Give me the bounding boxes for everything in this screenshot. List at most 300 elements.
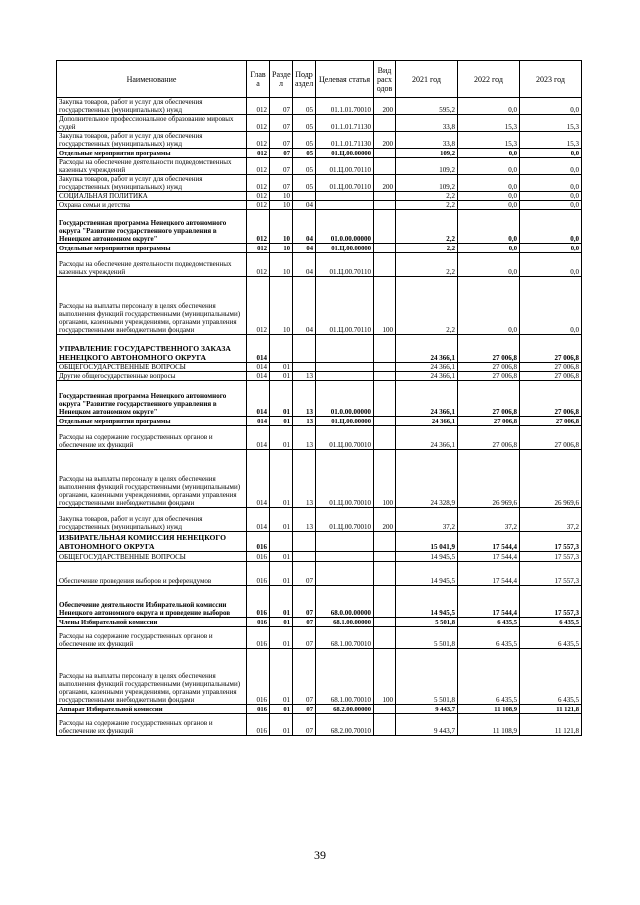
row-subsection: 13 [293, 417, 316, 426]
row-section: 01 [270, 426, 293, 450]
row-target-article [316, 532, 374, 552]
header-chapter: Глав а [247, 61, 270, 98]
row-expense-type [374, 618, 396, 627]
row-subsection: 05 [293, 115, 316, 132]
table-row [57, 115, 582, 132]
row-2022: 0,0 [458, 192, 520, 201]
row-target-article [316, 201, 374, 210]
row-2021: 24 366,1 [396, 426, 458, 450]
row-2021: 24 328,9 [396, 450, 458, 508]
row-2021: 109,2 [396, 175, 458, 192]
row-name: ОБЩЕГОСУДАРСТВЕННЫЕ ВОПРОСЫ [57, 363, 247, 372]
row-2021: 2,2 [396, 277, 458, 335]
row-target-article: 68.1.00.70010 [316, 649, 374, 705]
row-chapter: 012 [247, 98, 270, 115]
row-section: 01 [270, 627, 293, 649]
row-name: Закупка товаров, работ и услуг для обеспечения государственных (муниципальных) нужд [57, 508, 247, 532]
row-subsection: 04 [293, 253, 316, 277]
row-expense-type [374, 244, 396, 253]
row-2022: 6 435,5 [458, 618, 520, 627]
row-expense-type: 100 [374, 450, 396, 508]
row-2022: 27 006,8 [458, 426, 520, 450]
row-2021: 15 041,9 [396, 532, 458, 552]
row-subsection: 13 [293, 381, 316, 417]
row-section: 01 [270, 381, 293, 417]
row-2021: 33,8 [396, 132, 458, 149]
row-name: Отдельные мероприятия программы [57, 417, 247, 426]
row-2022: 17 544,4 [458, 562, 520, 586]
table-row [57, 627, 582, 649]
table-row [57, 586, 582, 618]
row-section: 10 [270, 201, 293, 210]
row-target-article [316, 363, 374, 372]
table-row [57, 372, 582, 381]
table-row [57, 158, 582, 175]
row-expense-type [374, 363, 396, 372]
row-chapter: 016 [247, 627, 270, 649]
row-expense-type [374, 210, 396, 244]
row-2021: 2,2 [396, 201, 458, 210]
table-row [57, 532, 582, 552]
row-chapter: 014 [247, 363, 270, 372]
row-chapter: 012 [247, 192, 270, 201]
row-section: 01 [270, 586, 293, 618]
row-section: 07 [270, 158, 293, 175]
row-section: 01 [270, 508, 293, 532]
row-name: ОБЩЕГОСУДАРСТВЕННЫЕ ВОПРОСЫ [57, 552, 247, 562]
row-target-article: 01.Ц.00.00000 [316, 149, 374, 158]
row-subsection: 13 [293, 508, 316, 532]
row-subsection: 13 [293, 450, 316, 508]
row-2023: 0,0 [520, 201, 582, 210]
row-name: ИЗБИРАТЕЛЬНАЯ КОМИССИЯ НЕНЕЦКОГО АВТОНОМНОГО ОКРУГА [57, 532, 247, 552]
row-name: Отдельные мероприятия программы [57, 244, 247, 253]
table-row [57, 363, 582, 372]
row-2022: 11 108,9 [458, 705, 520, 714]
row-name: Дополнительное профессиональное образование мировых судей [57, 115, 247, 132]
row-section: 01 [270, 649, 293, 705]
row-chapter: 012 [247, 244, 270, 253]
row-2022: 26 969,6 [458, 450, 520, 508]
row-2023: 17 557,3 [520, 586, 582, 618]
row-2021: 24 366,1 [396, 417, 458, 426]
row-2021: 14 945,5 [396, 562, 458, 586]
row-expense-type [374, 335, 396, 363]
row-section: 07 [270, 149, 293, 158]
table-row [57, 201, 582, 210]
row-subsection [293, 532, 316, 552]
row-target-article: 01.Ц.00.00000 [316, 244, 374, 253]
row-name: Расходы на выплаты персоналу в целях обеспечения выполнения функций государственными (муниципальными) органами, казенными учреждениями, органами управления государственными внебюджетными фондами [57, 277, 247, 335]
table-row [57, 149, 582, 158]
row-2022: 0,0 [458, 98, 520, 115]
row-expense-type: 200 [374, 98, 396, 115]
row-section: 10 [270, 210, 293, 244]
row-chapter: 012 [247, 253, 270, 277]
row-2022: 15,3 [458, 115, 520, 132]
row-2021: 9 443,7 [396, 705, 458, 714]
row-2021: 595,2 [396, 98, 458, 115]
row-name: Расходы на выплаты персоналу в целях обеспечения выполнения функций государственными (муниципальными) органами, казенными учреждениями, органами управления государственными внебюджетными фондами [57, 450, 247, 508]
row-2023: 17 557,3 [520, 562, 582, 586]
row-2022: 0,0 [458, 201, 520, 210]
row-subsection [293, 363, 316, 372]
header-section: Разде л [270, 61, 293, 98]
budget-table [56, 60, 582, 736]
row-target-article: 68.1.00.70010 [316, 627, 374, 649]
row-2021: 109,2 [396, 158, 458, 175]
row-2023: 27 006,8 [520, 335, 582, 363]
row-name: Охрана семьи и детства [57, 201, 247, 210]
row-subsection: 05 [293, 158, 316, 175]
row-section: 01 [270, 372, 293, 381]
row-subsection: 07 [293, 627, 316, 649]
table-row [57, 417, 582, 426]
row-expense-type: 200 [374, 132, 396, 149]
table-row [57, 277, 582, 335]
row-chapter: 014 [247, 335, 270, 363]
row-target-article: 68.1.00.00000 [316, 618, 374, 627]
row-expense-type [374, 705, 396, 714]
row-section: 01 [270, 714, 293, 736]
row-2023: 6 435,5 [520, 627, 582, 649]
row-chapter: 016 [247, 705, 270, 714]
row-2022: 0,0 [458, 158, 520, 175]
row-2022: 27 006,8 [458, 363, 520, 372]
row-target-article [316, 192, 374, 201]
row-section: 10 [270, 253, 293, 277]
row-expense-type [374, 192, 396, 201]
table-row [57, 426, 582, 450]
row-target-article: 01.1.01.70010 [316, 98, 374, 115]
row-2022: 0,0 [458, 175, 520, 192]
table-row [57, 210, 582, 244]
row-section [270, 335, 293, 363]
row-target-article: 01.Ц.00.70010 [316, 450, 374, 508]
row-2023: 26 969,6 [520, 450, 582, 508]
row-expense-type: 200 [374, 508, 396, 532]
row-subsection: 13 [293, 372, 316, 381]
table-row [57, 508, 582, 532]
header-expense-type: Вид расх одов [374, 61, 396, 98]
row-name: Государственная программа Ненецкого автономного округа "Развитие государственного управления в Ненецком автономном округе" [57, 381, 247, 417]
row-2023: 0,0 [520, 244, 582, 253]
row-2022: 0,0 [458, 149, 520, 158]
row-2021: 109,2 [396, 149, 458, 158]
table-row [57, 618, 582, 627]
row-2023: 15,3 [520, 132, 582, 149]
row-subsection: 04 [293, 201, 316, 210]
row-name: Расходы на содержание государственных органов и обеспечение их функций [57, 426, 247, 450]
row-2022: 6 435,5 [458, 627, 520, 649]
row-chapter: 014 [247, 450, 270, 508]
row-target-article: 01.1.01.71130 [316, 115, 374, 132]
table-row [57, 253, 582, 277]
row-subsection: 05 [293, 175, 316, 192]
row-subsection: 07 [293, 586, 316, 618]
row-target-article: 01.Ц.00.00000 [316, 417, 374, 426]
row-2022: 6 435,5 [458, 649, 520, 705]
row-expense-type [374, 627, 396, 649]
row-2021: 14 945,5 [396, 586, 458, 618]
row-name: Расходы на содержание государственных органов и обеспечение их функций [57, 714, 247, 736]
row-name: Расходы на содержание государственных органов и обеспечение их функций [57, 627, 247, 649]
row-2022: 0,0 [458, 253, 520, 277]
row-section: 01 [270, 705, 293, 714]
row-subsection [293, 552, 316, 562]
row-2022: 0,0 [458, 277, 520, 335]
row-subsection [293, 335, 316, 363]
row-subsection [293, 192, 316, 201]
row-section: 01 [270, 552, 293, 562]
row-name: Расходы на выплаты персоналу в целях обеспечения выполнения функций государственными (муниципальными) органами, казенными учреждениями, органами управления государственными внебюджетными фондами [57, 649, 247, 705]
row-subsection: 05 [293, 149, 316, 158]
row-name: Государственная программа Ненецкого автономного округа "Развитие государственного управления в Ненецком автономном округе" [57, 210, 247, 244]
row-subsection: 05 [293, 132, 316, 149]
row-name: Обеспечение проведения выборов и референдумов [57, 562, 247, 586]
row-2023: 6 435,5 [520, 618, 582, 627]
row-section: 10 [270, 244, 293, 253]
row-target-article: 01.Ц.00.70110 [316, 277, 374, 335]
row-subsection: 04 [293, 277, 316, 335]
row-target-article [316, 372, 374, 381]
table-row [57, 562, 582, 586]
table-row [57, 244, 582, 253]
row-2022: 0,0 [458, 210, 520, 244]
row-expense-type: 100 [374, 277, 396, 335]
row-2022: 17 544,4 [458, 552, 520, 562]
row-section: 07 [270, 115, 293, 132]
row-2023: 0,0 [520, 210, 582, 244]
row-expense-type [374, 381, 396, 417]
row-subsection: 07 [293, 705, 316, 714]
row-target-article: 01.1.01.71130 [316, 132, 374, 149]
row-target-article: 01.Ц.00.70110 [316, 175, 374, 192]
table-row [57, 175, 582, 192]
row-2023: 11 121,8 [520, 714, 582, 736]
row-expense-type [374, 372, 396, 381]
row-section [270, 532, 293, 552]
row-2021: 5 501,8 [396, 627, 458, 649]
row-chapter: 012 [247, 115, 270, 132]
row-2023: 17 557,3 [520, 552, 582, 562]
row-2023: 15,3 [520, 115, 582, 132]
row-2023: 27 006,8 [520, 363, 582, 372]
row-name: Члены Избирательной комиссии [57, 618, 247, 627]
row-name: Закупка товаров, работ и услуг для обеспечения государственных (муниципальных) нужд [57, 98, 247, 115]
row-target-article: 01.Ц.00.70010 [316, 508, 374, 532]
row-2022: 11 108,9 [458, 714, 520, 736]
row-section: 07 [270, 98, 293, 115]
table-row [57, 335, 582, 363]
row-chapter: 016 [247, 714, 270, 736]
row-section: 01 [270, 618, 293, 627]
row-2023: 37,2 [520, 508, 582, 532]
row-name: Закупка товаров, работ и услуг для обеспечения государственных (муниципальных) нужд [57, 175, 247, 192]
row-expense-type [374, 115, 396, 132]
row-expense-type [374, 532, 396, 552]
row-expense-type [374, 201, 396, 210]
row-chapter: 012 [247, 210, 270, 244]
row-2021: 24 366,1 [396, 335, 458, 363]
table-row [57, 714, 582, 736]
row-2021: 2,2 [396, 253, 458, 277]
row-chapter: 012 [247, 158, 270, 175]
row-name: Аппарат Избирательной комиссии [57, 705, 247, 714]
row-2022: 15,3 [458, 132, 520, 149]
row-target-article: 01.Ц.00.70110 [316, 158, 374, 175]
row-chapter: 012 [247, 201, 270, 210]
row-2021: 2,2 [396, 192, 458, 201]
row-2023: 27 006,8 [520, 417, 582, 426]
row-name: СОЦИАЛЬНАЯ ПОЛИТИКА [57, 192, 247, 201]
table-row [57, 192, 582, 201]
row-expense-type [374, 158, 396, 175]
page-number: 39 [314, 848, 326, 862]
row-2023: 27 006,8 [520, 372, 582, 381]
table-body [57, 98, 582, 736]
row-2022: 27 006,8 [458, 372, 520, 381]
row-target-article: 01.0.00.00000 [316, 381, 374, 417]
row-expense-type [374, 586, 396, 618]
row-2023: 0,0 [520, 98, 582, 115]
row-chapter: 014 [247, 372, 270, 381]
row-2021: 2,2 [396, 244, 458, 253]
row-expense-type [374, 552, 396, 562]
row-subsection: 05 [293, 98, 316, 115]
table-row [57, 132, 582, 149]
row-section: 10 [270, 277, 293, 335]
row-2021: 9 443,7 [396, 714, 458, 736]
row-section: 01 [270, 417, 293, 426]
row-subsection: 07 [293, 618, 316, 627]
row-expense-type: 200 [374, 175, 396, 192]
header-target-article: Целевая статья [316, 61, 374, 98]
table-row [57, 649, 582, 705]
table-row [57, 381, 582, 417]
row-2023: 0,0 [520, 253, 582, 277]
row-chapter: 014 [247, 381, 270, 417]
row-expense-type [374, 253, 396, 277]
row-section: 07 [270, 175, 293, 192]
row-2022: 27 006,8 [458, 335, 520, 363]
row-chapter: 016 [247, 649, 270, 705]
header-name: Наименование [57, 61, 247, 98]
row-target-article: 68.2.00.70010 [316, 714, 374, 736]
row-expense-type [374, 417, 396, 426]
row-section: 07 [270, 132, 293, 149]
row-chapter: 014 [247, 417, 270, 426]
row-2021: 5 501,8 [396, 618, 458, 627]
row-target-article: 01.0.00.00000 [316, 210, 374, 244]
row-section: 10 [270, 192, 293, 201]
row-subsection: 07 [293, 562, 316, 586]
budget-table-sheet [56, 60, 581, 736]
row-2023: 6 435,5 [520, 649, 582, 705]
row-2021: 2,2 [396, 210, 458, 244]
row-2023: 27 006,8 [520, 426, 582, 450]
row-2021: 33,8 [396, 115, 458, 132]
table-row [57, 450, 582, 508]
table-row [57, 552, 582, 562]
row-subsection: 07 [293, 649, 316, 705]
row-2022: 0,0 [458, 244, 520, 253]
row-chapter: 014 [247, 508, 270, 532]
row-2023: 27 006,8 [520, 381, 582, 417]
row-2021: 5 501,8 [396, 649, 458, 705]
row-name: Отдельные мероприятия программы [57, 149, 247, 158]
row-name: Другие общегосударственные вопросы [57, 372, 247, 381]
header-year-2022: 2022 год [458, 61, 520, 98]
row-chapter: 012 [247, 277, 270, 335]
row-2021: 24 366,1 [396, 363, 458, 372]
row-target-article: 68.0.00.00000 [316, 586, 374, 618]
row-2023: 0,0 [520, 158, 582, 175]
row-2021: 14 945,5 [396, 552, 458, 562]
row-2023: 11 121,8 [520, 705, 582, 714]
row-expense-type [374, 149, 396, 158]
row-subsection: 04 [293, 244, 316, 253]
row-2023: 0,0 [520, 192, 582, 201]
row-section: 01 [270, 562, 293, 586]
row-name: Обеспечение деятельности Избирательной комиссии Ненецкого автономного округа и проведение выборов [57, 586, 247, 618]
row-2022: 27 006,8 [458, 381, 520, 417]
row-target-article: 01.Ц.00.70010 [316, 426, 374, 450]
row-target-article: 01.Ц.00.70110 [316, 253, 374, 277]
row-chapter: 016 [247, 532, 270, 552]
row-expense-type [374, 426, 396, 450]
row-subsection: 07 [293, 714, 316, 736]
row-chapter: 012 [247, 175, 270, 192]
table-header-row [57, 61, 582, 98]
row-chapter: 016 [247, 552, 270, 562]
header-subsection: Подр аздел [293, 61, 316, 98]
row-2021: 24 366,1 [396, 372, 458, 381]
row-section: 01 [270, 363, 293, 372]
row-chapter: 014 [247, 426, 270, 450]
row-expense-type [374, 714, 396, 736]
header-year-2023: 2023 год [520, 61, 582, 98]
row-2023: 0,0 [520, 175, 582, 192]
row-expense-type: 100 [374, 649, 396, 705]
row-name: Закупка товаров, работ и услуг для обеспечения государственных (муниципальных) нужд [57, 132, 247, 149]
row-2021: 24 366,1 [396, 381, 458, 417]
row-subsection: 13 [293, 426, 316, 450]
row-chapter: 012 [247, 149, 270, 158]
row-name: УПРАВЛЕНИЕ ГОСУДАРСТВЕННОГО ЗАКАЗА НЕНЕЦКОГО АВТОНОМНОГО ОКРУГА [57, 335, 247, 363]
row-section: 01 [270, 450, 293, 508]
row-target-article [316, 335, 374, 363]
row-2023: 17 557,3 [520, 532, 582, 552]
row-chapter: 016 [247, 562, 270, 586]
row-subsection: 04 [293, 210, 316, 244]
row-name: Расходы на обеспечение деятельности подведомственных казенных учреждений [57, 158, 247, 175]
row-chapter: 016 [247, 586, 270, 618]
table-row [57, 98, 582, 115]
row-2023: 0,0 [520, 149, 582, 158]
row-2021: 37,2 [396, 508, 458, 532]
row-target-article [316, 552, 374, 562]
row-2022: 17 544,4 [458, 586, 520, 618]
row-chapter: 016 [247, 618, 270, 627]
row-2022: 17 544,4 [458, 532, 520, 552]
table-row [57, 705, 582, 714]
row-2023: 0,0 [520, 277, 582, 335]
row-2022: 27 006,8 [458, 417, 520, 426]
row-target-article [316, 562, 374, 586]
row-name: Расходы на обеспечение деятельности подведомственных казенных учреждений [57, 253, 247, 277]
row-expense-type [374, 562, 396, 586]
